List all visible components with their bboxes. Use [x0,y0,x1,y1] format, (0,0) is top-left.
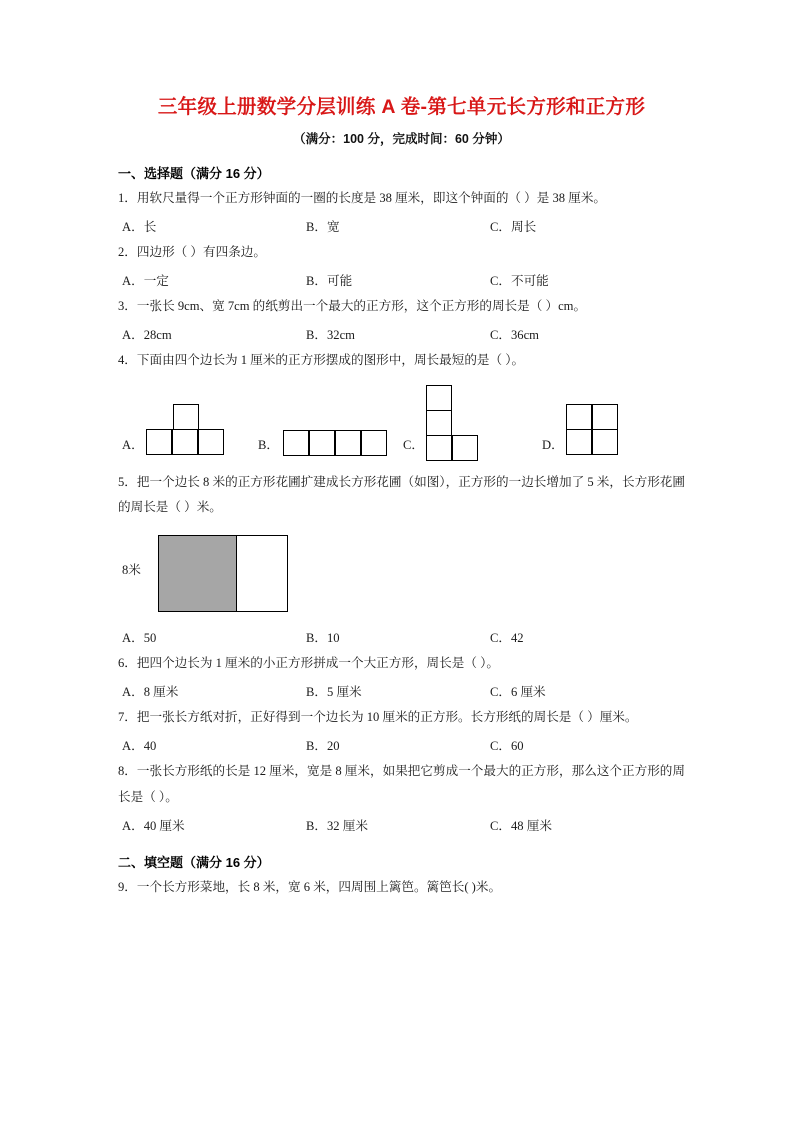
q7-option-c[interactable]: C．60 [490,738,524,753]
square-cell [335,430,361,456]
question-9-text: 9．一个长方形菜地，长 8 米，宽 6 米，四周围上篱笆。篱笆长( )米。 [118,879,502,894]
square-cell [198,429,224,455]
q5-rectangle-garden [158,535,288,612]
question-3-options [118,322,685,348]
square-cell [426,385,452,411]
q6-option-a[interactable]: A．8 厘米 [122,685,179,700]
q5-option-c[interactable]: C．42 [490,631,524,646]
square-cell [172,429,198,455]
q8-option-b[interactable]: B．32 厘米 [306,818,368,833]
q3-option-b[interactable]: B．32cm [306,327,355,342]
square-cell [592,429,618,455]
square-cell [146,429,172,455]
question-6-text: 6．把四个边长为 1 厘米的小正方形拼成一个大正方形，周长是（ ）。 [118,656,499,671]
q3-option-a[interactable]: A．28cm [122,327,172,342]
question-7-text: 7．把一张长方纸对折，正好得到一个边长为 10 厘米的正方形。长方形纸的周长是（ ）厘米。 [118,710,638,725]
q1-option-b[interactable]: B．宽 [306,220,340,235]
question-2-options [118,268,685,294]
q1-option-a[interactable]: A．长 [122,220,157,235]
question-4-options [118,378,685,470]
question-3-text: 3．一张长 9cm、宽 7cm 的纸剪出一个最大的正方形，这个正方形的周长是（ ）cm。 [118,299,587,313]
square-cell [566,429,592,455]
q5-extension-region [237,536,287,611]
square-cell [452,435,478,461]
square-cell [361,430,387,456]
q4-option-d-label[interactable]: D． [542,437,564,452]
question-5-text: 5．把一个边长 8 米的正方形花圃扩建成长方形花圃（如图），正方形的一边长增加了 5 米，长方形花圃的周长是（ ）米。 [118,474,685,515]
page-title: 三年级上册数学分层训练 A 卷-第七单元长方形和正方形 [157,96,646,118]
q3-option-c[interactable]: C．36cm [490,327,539,342]
q1-option-c[interactable]: C．周长 [490,220,537,235]
q4-shape-a-t-tetromino [146,404,226,458]
q5-figure-side-label: 8米 [122,563,141,578]
q5-original-square-region [159,536,237,611]
square-cell [426,435,452,461]
q2-option-a[interactable]: A．一定 [122,274,169,288]
square-cell [283,430,309,456]
question-5-options [118,625,685,651]
q4-option-c-label[interactable]: C． [403,437,424,452]
q6-option-c[interactable]: C．6 厘米 [490,685,546,700]
q7-option-b[interactable]: B．20 [306,738,340,753]
question-8-text: 8．一张长方形纸的长是 12 厘米，宽是 8 厘米，如果把它剪成一个最大的正方形，那么这个正方形的周长是（ ）。 [118,763,685,804]
q4-shape-d-square-2x2 [566,404,620,458]
question-1-options [118,214,685,240]
question-6-options [118,679,685,705]
question-7-options [118,733,685,759]
square-cell [566,404,592,430]
square-cell [426,410,452,436]
q6-option-b[interactable]: B．5 厘米 [306,685,362,700]
page-subtitle: （满分：100 分，完成时间：60 分钟） [293,132,510,147]
section-heading-fill-in-blank: 二、填空题（满分 16 分） [118,854,270,870]
q4-option-a-label[interactable]: A． [122,437,144,452]
square-cell [592,404,618,430]
question-4-text: 4．下面由四个边长为 1 厘米的正方形摆成的图形中，周长最短的是（ ）。 [118,352,525,367]
q5-option-a[interactable]: A．50 [122,631,157,646]
question-8-options [118,813,685,839]
q4-option-b-label[interactable]: B． [258,437,279,452]
q7-option-a[interactable]: A．40 [122,738,157,753]
question-1-text: 1．用软尺量得一个正方形钟面的一圈的长度是 38 厘米，即这个钟面的（ ）是 38 厘米。 [118,191,607,206]
q8-option-a[interactable]: A．40 厘米 [122,818,185,833]
question-2-text: 2．四边形（ ）有四条边。 [118,245,266,260]
q2-option-c[interactable]: C．不可能 [490,274,549,288]
q5-option-b[interactable]: B．10 [306,631,340,646]
q4-shape-b-i-tetromino [283,430,389,458]
question-5-figure [118,527,685,623]
q8-option-c[interactable]: C．48 厘米 [490,818,552,833]
square-cell [309,430,335,456]
q4-shape-c-l-tetromino [426,385,480,465]
q2-option-b[interactable]: B．可能 [306,274,353,288]
section-heading-choice: 一、选择题（满分 16 分） [118,166,270,182]
square-cell [173,404,199,430]
